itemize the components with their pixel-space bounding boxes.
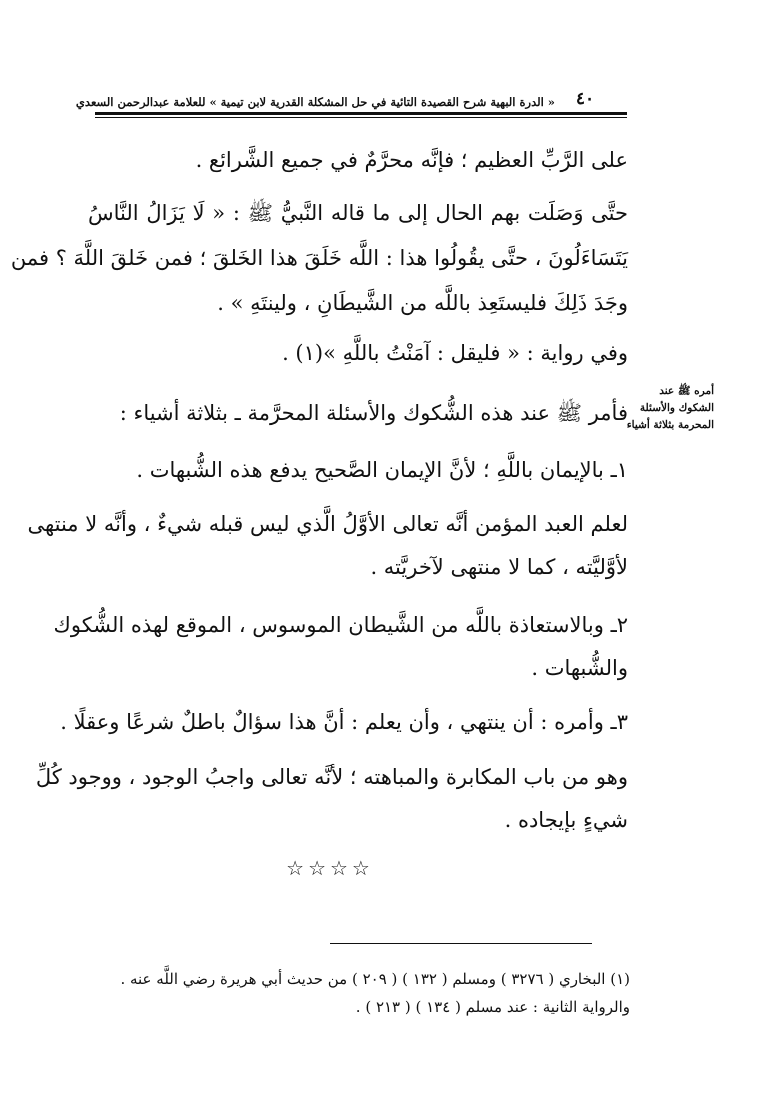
body-line: حتَّى وَصَلَت بهم الحال إلى ما قاله النَّبيُّ ﷺ : « لَا يَزَالُ النَّاسُ	[88, 201, 628, 225]
margin-note-line: الشكوك والأسئلة	[639, 402, 714, 414]
footnote-line: والرواية الثانية : عند مسلم ( ١٣٤ ) ( ٢١٣ ) .	[355, 998, 630, 1016]
footnote-line: (١) البخاري ( ٣٢٧٦ ) ومسلم ( ١٣٢ ) ( ٢٠٩ ) من حديث أبي هريرة رضي اللَّه عنه .	[120, 970, 630, 988]
body-line: وفي رواية : « فليقل : آمَنْتُ باللَّهِ »(١) .	[282, 341, 628, 365]
body-line: ٣ـ وأمره : أن ينتهي ، وأن يعلم : أنَّ هذا سؤالٌ باطلٌ شرعًا وعقلًا .	[60, 710, 628, 734]
margin-note-line: أمره ﷺ عند	[659, 385, 714, 397]
body-line: لأوَّليَّته ، كما لا منتهى لآخريَّته .	[370, 555, 628, 579]
running-header-title: « الدرة البهية شرح القصيدة التائية في حل المشكلة القدرية لابن تيمية » للعلامة عبدالرحمن السعدي	[75, 95, 555, 109]
footnote-rule	[330, 943, 592, 944]
body-line: وهو من باب المكابرة والمباهته ؛ لأنَّه تعالى واجبُ الوجود ، ووجود كُلِّ	[35, 765, 628, 789]
page-number: ٤٠	[575, 89, 595, 109]
header-rule-thin	[95, 117, 627, 118]
body-line: ٢ـ وبالاستعاذة باللَّه من الشَّيطان الموسوس ، الموقع لهذه الشُّكوك	[53, 613, 628, 637]
body-line: لعلم العبد المؤمن أنَّه تعالى الأوَّلُ الَّذي ليس قبله شيءٌ ، وأنَّه لا منتهى	[27, 512, 628, 536]
section-separator: ☆☆☆☆	[286, 856, 374, 880]
body-line: شيءٍ بإيجاده .	[504, 808, 628, 832]
body-line: ١ـ بالإيمان باللَّهِ ؛ لأنَّ الإيمان الصَّحيح يدفع هذه الشُّبهات .	[136, 458, 628, 482]
margin-note-line: المحرمة بثلاثة أشياء	[626, 419, 714, 431]
header-rule	[95, 112, 627, 115]
body-line: يَتَسَاءَلُونَ ، حتَّى يقُولُوا هذا : اللَّه خَلَقَ هذا الخَلقَ ؛ فمن خَلقَ اللَّهَ ؟ فمن	[10, 246, 628, 270]
body-line: وجَدَ ذَلِكَ فليستَعِذ باللَّه من الشَّيطَانِ ، ولينتَهِ » .	[217, 291, 628, 315]
body-line: فأمر ﷺ عند هذه الشُّكوك والأسئلة المحرَّمة ـ بثلاثة أشياء :	[119, 401, 628, 425]
body-line: والشُّبهات .	[531, 656, 628, 680]
body-line: على الرَّبِّ العظيم ؛ فإنَّه محرَّمٌ في جميع الشَّرائع .	[195, 148, 628, 172]
